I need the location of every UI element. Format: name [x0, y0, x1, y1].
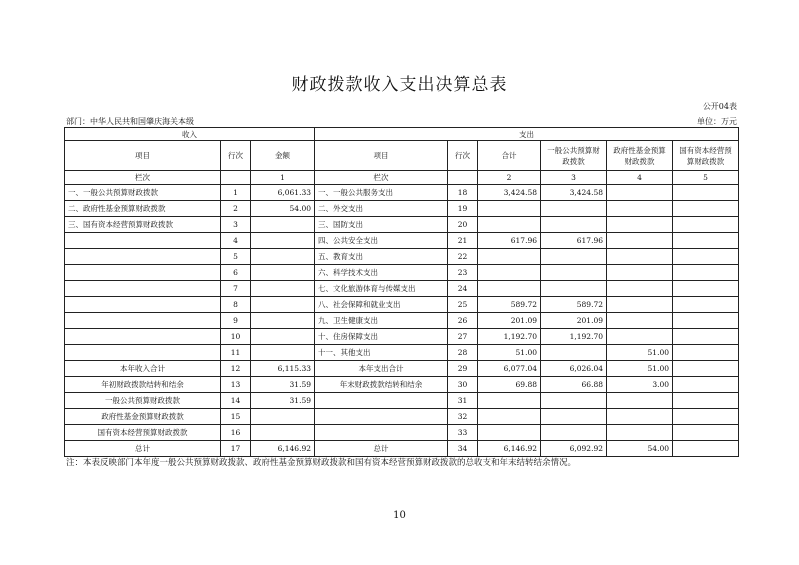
income-item-cell	[65, 233, 221, 249]
expense-item-cell: 十、住房保障支出	[315, 329, 448, 345]
expense-group-header: 支出	[315, 128, 739, 141]
expense-row-no-cell: 19	[448, 201, 478, 217]
table-row	[65, 265, 739, 281]
state-capital-cell	[673, 185, 739, 201]
income-item-cell	[65, 297, 221, 313]
total-cell: 69.88	[478, 377, 541, 393]
general-budget-cell: 66.88	[541, 377, 607, 393]
income-item-cell: 本年收入合计	[65, 361, 221, 377]
total-cell	[478, 265, 541, 281]
income-amount-cell	[251, 345, 315, 361]
expense-item-cell: 四、公共安全支出	[315, 233, 448, 249]
gov-fund-header: 政府性基金预算财政拨款	[607, 141, 673, 171]
income-item-cell: 一、一般公共预算财政拨款	[65, 185, 221, 201]
gov-fund-cell: 54.00	[607, 441, 673, 457]
income-item-cell: 总计	[65, 441, 221, 457]
income-amount-cell	[251, 313, 315, 329]
income-row-no-cell: 2	[221, 201, 251, 217]
gov-fund-cell	[607, 393, 673, 409]
state-capital-cell	[673, 233, 739, 249]
general-budget-cell: 6,026.04	[541, 361, 607, 377]
table-row	[65, 361, 739, 377]
table-row	[65, 217, 739, 233]
unit-label: 单位：万元	[697, 117, 737, 126]
table-row	[65, 281, 739, 297]
gov-fund-cell	[607, 281, 673, 297]
expense-row-no-cell: 33	[448, 425, 478, 441]
expense-row-no-cell: 31	[448, 393, 478, 409]
expense-row-no-cell: 24	[448, 281, 478, 297]
expense-row-no-cell: 27	[448, 329, 478, 345]
expense-row-no-cell: 28	[448, 345, 478, 361]
income-row-no-cell: 4	[221, 233, 251, 249]
table-row	[65, 201, 739, 217]
income-amount-cell	[251, 281, 315, 297]
expense-item-header: 项目	[315, 141, 448, 171]
income-row-no-cell: 14	[221, 393, 251, 409]
table-row	[65, 185, 739, 201]
gov-fund-cell	[607, 201, 673, 217]
state-capital-cell	[673, 425, 739, 441]
income-row-no-cell: 12	[221, 361, 251, 377]
state-capital-cell	[673, 377, 739, 393]
income-item-cell: 年初财政拨款结转和结余	[65, 377, 221, 393]
total-cell: 589.72	[478, 297, 541, 313]
total-cell: 6,077.04	[478, 361, 541, 377]
general-budget-cell: 3,424.58	[541, 185, 607, 201]
col-index-label: 栏次	[65, 171, 221, 185]
state-capital-header: 国有资本经营预算财政拨款	[673, 141, 739, 171]
column-header-row	[65, 141, 739, 171]
department-label: 部门：中华人民共和国肇庆海关本级	[66, 117, 194, 126]
expense-item-cell: 六、科学技术支出	[315, 265, 448, 281]
group-header-row	[65, 128, 739, 141]
income-item-cell	[65, 345, 221, 361]
table-row	[65, 297, 739, 313]
general-budget-cell: 1,192.70	[541, 329, 607, 345]
total-cell: 201.09	[478, 313, 541, 329]
general-budget-cell	[541, 201, 607, 217]
col-index-blank	[221, 171, 251, 185]
expense-row-no-cell: 29	[448, 361, 478, 377]
income-item-cell	[65, 313, 221, 329]
income-amount-cell	[251, 409, 315, 425]
gov-fund-cell	[607, 185, 673, 201]
income-amount-cell: 6,146.92	[251, 441, 315, 457]
income-row-no-header: 行次	[221, 141, 251, 171]
expense-item-cell: 一、一般公共服务支出	[315, 185, 448, 201]
total-cell: 51.00	[478, 345, 541, 361]
income-amount-cell	[251, 329, 315, 345]
expense-item-cell: 八、社会保障和就业支出	[315, 297, 448, 313]
general-budget-cell: 6,092.92	[541, 441, 607, 457]
state-capital-cell	[673, 361, 739, 377]
total-cell	[478, 393, 541, 409]
table-note: 注：本表反映部门本年度一般公共预算财政拨款、政府性基金预算财政拨款和国有资本经营预算财政拨款的总收支和年末结转结余情况。	[66, 458, 577, 468]
table-row	[65, 233, 739, 249]
col-index-1: 1	[251, 171, 315, 185]
general-budget-cell: 617.96	[541, 233, 607, 249]
expense-item-cell	[315, 425, 448, 441]
income-amount-cell	[251, 297, 315, 313]
table-row	[65, 329, 739, 345]
income-item-cell	[65, 249, 221, 265]
income-amount-cell: 6,061.33	[251, 185, 315, 201]
income-amount-cell	[251, 425, 315, 441]
total-cell	[478, 217, 541, 233]
income-amount-cell: 54.00	[251, 201, 315, 217]
gov-fund-cell	[607, 409, 673, 425]
col-index-5: 5	[673, 171, 739, 185]
expense-item-cell: 九、卫生健康支出	[315, 313, 448, 329]
expense-row-no-cell: 30	[448, 377, 478, 393]
expense-row-no-cell: 22	[448, 249, 478, 265]
expense-item-cell: 年末财政拨款结转和结余	[315, 377, 448, 393]
expense-item-cell: 本年支出合计	[315, 361, 448, 377]
income-amount-header: 金额	[251, 141, 315, 171]
state-capital-cell	[673, 409, 739, 425]
income-item-cell	[65, 265, 221, 281]
expense-row-no-cell: 25	[448, 297, 478, 313]
expense-row-no-cell: 18	[448, 185, 478, 201]
gov-fund-cell	[607, 265, 673, 281]
expense-item-cell: 总计	[315, 441, 448, 457]
state-capital-cell	[673, 441, 739, 457]
general-budget-cell	[541, 281, 607, 297]
table-row	[65, 345, 739, 361]
income-amount-cell	[251, 217, 315, 233]
total-cell: 1,192.70	[478, 329, 541, 345]
table-row	[65, 313, 739, 329]
income-row-no-cell: 16	[221, 425, 251, 441]
state-capital-cell	[673, 281, 739, 297]
expense-row-no-cell: 32	[448, 409, 478, 425]
general-budget-cell: 201.09	[541, 313, 607, 329]
income-amount-cell: 31.59	[251, 377, 315, 393]
total-cell: 3,424.58	[478, 185, 541, 201]
income-amount-cell	[251, 233, 315, 249]
expense-item-cell: 十一、其他支出	[315, 345, 448, 361]
col-index-3: 3	[541, 171, 607, 185]
income-amount-cell: 31.59	[251, 393, 315, 409]
state-capital-cell	[673, 345, 739, 361]
expense-item-cell	[315, 393, 448, 409]
general-budget-cell: 589.72	[541, 297, 607, 313]
income-row-no-cell: 15	[221, 409, 251, 425]
general-budget-cell	[541, 345, 607, 361]
income-item-header: 项目	[65, 141, 221, 171]
gov-fund-cell	[607, 233, 673, 249]
income-row-no-cell: 10	[221, 329, 251, 345]
income-item-cell: 三、国有资本经营预算财政拨款	[65, 217, 221, 233]
gov-fund-cell	[607, 249, 673, 265]
general-budget-header: 一般公共预算财政拨款	[541, 141, 607, 171]
table-row	[65, 441, 739, 457]
table-row	[65, 249, 739, 265]
state-capital-cell	[673, 201, 739, 217]
expense-row-no-cell: 23	[448, 265, 478, 281]
general-budget-cell	[541, 217, 607, 233]
income-row-no-cell: 13	[221, 377, 251, 393]
income-amount-cell: 6,115.33	[251, 361, 315, 377]
gov-fund-cell	[607, 425, 673, 441]
total-cell	[478, 201, 541, 217]
income-amount-cell	[251, 249, 315, 265]
income-item-cell	[65, 281, 221, 297]
expense-row-no-cell: 21	[448, 233, 478, 249]
income-row-no-cell: 9	[221, 313, 251, 329]
income-item-cell: 政府性基金预算财政拨款	[65, 409, 221, 425]
state-capital-cell	[673, 217, 739, 233]
total-cell	[478, 281, 541, 297]
total-cell	[478, 249, 541, 265]
total-cell: 6,146.92	[478, 441, 541, 457]
income-group-header: 收入	[65, 128, 315, 141]
state-capital-cell	[673, 297, 739, 313]
income-row-no-cell: 8	[221, 297, 251, 313]
gov-fund-cell	[607, 329, 673, 345]
state-capital-cell	[673, 313, 739, 329]
expense-row-no-cell: 26	[448, 313, 478, 329]
gov-fund-cell: 3.00	[607, 377, 673, 393]
col-index-blank	[448, 171, 478, 185]
gov-fund-cell: 51.00	[607, 361, 673, 377]
total-header: 合计	[478, 141, 541, 171]
income-row-no-cell: 17	[221, 441, 251, 457]
income-item-cell	[65, 329, 221, 345]
expense-item-cell: 七、文化旅游体育与传媒支出	[315, 281, 448, 297]
gov-fund-cell	[607, 313, 673, 329]
col-index-4: 4	[607, 171, 673, 185]
income-row-no-cell: 6	[221, 265, 251, 281]
budget-summary-table	[64, 127, 739, 457]
income-item-cell: 二、政府性基金预算财政拨款	[65, 201, 221, 217]
table-row	[65, 393, 739, 409]
general-budget-cell	[541, 409, 607, 425]
state-capital-cell	[673, 329, 739, 345]
total-cell: 617.96	[478, 233, 541, 249]
expense-item-cell: 五、教育支出	[315, 249, 448, 265]
expense-row-no-header: 行次	[448, 141, 478, 171]
general-budget-cell	[541, 425, 607, 441]
income-row-no-cell: 3	[221, 217, 251, 233]
general-budget-cell	[541, 249, 607, 265]
income-row-no-cell: 11	[221, 345, 251, 361]
income-item-cell: 一般公共预算财政拨款	[65, 393, 221, 409]
total-cell	[478, 425, 541, 441]
general-budget-cell	[541, 265, 607, 281]
income-row-no-cell: 1	[221, 185, 251, 201]
state-capital-cell	[673, 249, 739, 265]
income-item-cell: 国有资本经营预算财政拨款	[65, 425, 221, 441]
column-index-row	[65, 171, 739, 185]
expense-row-no-cell: 20	[448, 217, 478, 233]
total-cell	[478, 409, 541, 425]
table-row	[65, 425, 739, 441]
income-row-no-cell: 5	[221, 249, 251, 265]
col-index-2: 2	[478, 171, 541, 185]
general-budget-cell	[541, 393, 607, 409]
form-number: 公开04表	[702, 102, 737, 111]
state-capital-cell	[673, 393, 739, 409]
income-row-no-cell: 7	[221, 281, 251, 297]
state-capital-cell	[673, 265, 739, 281]
table-row	[65, 377, 739, 393]
gov-fund-cell: 51.00	[607, 345, 673, 361]
col-index-exp-label: 栏次	[315, 171, 448, 185]
page-title: 财政拨款收入支出决算总表	[291, 75, 508, 95]
expense-row-no-cell: 34	[448, 441, 478, 457]
expense-item-cell: 三、国防支出	[315, 217, 448, 233]
page-number: 10	[393, 510, 406, 521]
gov-fund-cell	[607, 297, 673, 313]
gov-fund-cell	[607, 217, 673, 233]
income-amount-cell	[251, 265, 315, 281]
expense-item-cell	[315, 409, 448, 425]
expense-item-cell: 二、外交支出	[315, 201, 448, 217]
table-row	[65, 409, 739, 425]
